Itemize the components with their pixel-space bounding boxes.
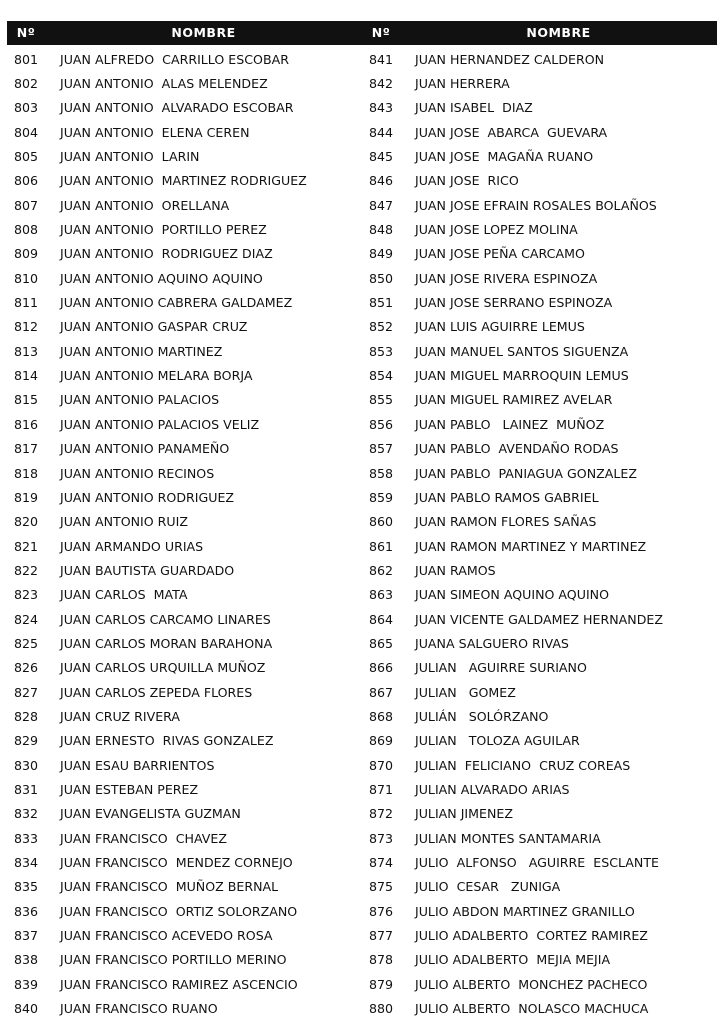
row-number: 825: [13, 635, 39, 651]
row-name: JUAN ISABEL DIAZ: [415, 100, 533, 116]
row-number: 869: [368, 733, 394, 749]
table-row: [362, 71, 717, 95]
row-number: 837: [13, 928, 39, 944]
table-row: [362, 169, 717, 193]
row-number: 870: [368, 757, 394, 773]
table-row: [7, 948, 362, 972]
row-number: 812: [13, 319, 39, 335]
row-name: JUAN FRANCISCO MUÑOZ BERNAL: [60, 879, 279, 895]
table-row: [7, 972, 362, 996]
row-number: 820: [13, 514, 39, 530]
row-number: 826: [13, 660, 39, 676]
table-row: [7, 558, 362, 582]
row-name: JUAN HERRERA: [415, 76, 510, 92]
table-row: [362, 948, 717, 972]
table-row: [362, 266, 717, 290]
table-row: [362, 607, 717, 631]
table-row: [362, 583, 717, 607]
row-name: JUAN RAMOS: [415, 562, 496, 578]
table-row: [7, 363, 362, 387]
table-row: [362, 510, 717, 534]
row-number: 809: [13, 246, 39, 262]
row-name: JULIAN AGUIRRE SURIANO: [415, 660, 587, 676]
row-name: JUAN ANTONIO MELARA BORJA: [60, 368, 253, 384]
table-row: [7, 510, 362, 534]
row-name: JUAN SIMEON AQUINO AQUINO: [415, 587, 609, 603]
table-row: [7, 315, 362, 339]
row-name: JUAN ESTEBAN PEREZ: [60, 781, 199, 797]
table-row: [7, 339, 362, 363]
row-number: 879: [368, 976, 394, 992]
row-name: JUAN VICENTE GALDAMEZ HERNANDEZ: [415, 611, 663, 627]
table-row: [362, 875, 717, 899]
table-row: [362, 217, 717, 241]
row-name: JULIO ALFONSO AGUIRRE ESCLANTE: [415, 855, 659, 871]
row-name: JUAN RAMON MARTINEZ Y MARTINEZ: [415, 538, 647, 554]
table-row: [362, 193, 717, 217]
table-row: [7, 47, 362, 71]
table-body: [7, 47, 717, 1021]
row-number: 865: [368, 635, 394, 651]
left-column: [7, 47, 362, 1021]
row-number: 824: [13, 611, 39, 627]
table-row: [362, 996, 717, 1020]
row-name: JUAN RAMON FLORES SAÑAS: [415, 514, 597, 530]
row-number: 842: [368, 76, 394, 92]
table-row: [362, 339, 717, 363]
row-number: 813: [13, 343, 39, 359]
table-row: [7, 217, 362, 241]
name-list-page: [7, 21, 717, 1021]
table-row: [362, 437, 717, 461]
table-row: [7, 461, 362, 485]
row-number: 859: [368, 489, 394, 505]
row-number: 816: [13, 416, 39, 432]
row-name: JUAN JOSE RICO: [415, 173, 519, 189]
row-number: 848: [368, 222, 394, 238]
row-number: 850: [368, 270, 394, 286]
row-number: 861: [368, 538, 394, 554]
row-name: JUAN MIGUEL MARROQUIN LEMUS: [415, 368, 629, 384]
row-name: JUAN LUIS AGUIRRE LEMUS: [415, 319, 585, 335]
table-row: [362, 923, 717, 947]
table-row: [362, 729, 717, 753]
row-number: 855: [368, 392, 394, 408]
row-name: JUAN ESAU BARRIENTOS: [60, 757, 215, 773]
row-name: JULIO ALBERTO MONCHEZ PACHECO: [415, 976, 648, 992]
row-number: 852: [368, 319, 394, 335]
row-name: JUAN PABLO LAINEZ MUÑOZ: [415, 416, 605, 432]
row-name: JUAN JOSE EFRAIN ROSALES BOLAÑOS: [415, 197, 657, 213]
row-name: JUAN ANTONIO ALVARADO ESCOBAR: [60, 100, 294, 116]
row-name: JUAN ANTONIO RECINOS: [60, 465, 215, 481]
header-number-left: Nº: [16, 25, 36, 40]
table-row: [7, 826, 362, 850]
table-row: [7, 899, 362, 923]
table-header: [7, 21, 717, 45]
row-number: 840: [13, 1001, 39, 1017]
row-name: JUAN MIGUEL RAMIREZ AVELAR: [415, 392, 613, 408]
table-row: [7, 923, 362, 947]
row-number: 844: [368, 124, 394, 140]
table-row: [362, 290, 717, 314]
row-name: JUAN ARMANDO URIAS: [60, 538, 204, 554]
table-row: [7, 266, 362, 290]
row-name: JUAN CARLOS CARCAMO LINARES: [60, 611, 271, 627]
row-number: 823: [13, 587, 39, 603]
table-row: [7, 802, 362, 826]
row-number: 804: [13, 124, 39, 140]
row-name: JUAN ANTONIO LARIN: [60, 149, 200, 165]
row-number: 880: [368, 1001, 394, 1017]
row-name: JUAN ANTONIO MARTINEZ RODRIGUEZ: [60, 173, 307, 189]
row-name: JULIAN ALVARADO ARIAS: [415, 781, 570, 797]
row-number: 821: [13, 538, 39, 554]
row-name: JUAN ANTONIO CABRERA GALDAMEZ: [60, 295, 293, 311]
row-number: 819: [13, 489, 39, 505]
row-number: 843: [368, 100, 394, 116]
table-row: [362, 315, 717, 339]
row-number: 862: [368, 562, 394, 578]
table-row: [7, 607, 362, 631]
header-name-left: NOMBRE: [171, 25, 236, 40]
row-name: JUAN FRANCISCO RAMIREZ ASCENCIO: [60, 976, 298, 992]
row-name: JUAN EVANGELISTA GUZMAN: [60, 806, 241, 822]
table-row: [7, 120, 362, 144]
table-row: [362, 144, 717, 168]
row-number: 806: [13, 173, 39, 189]
row-name: JUAN PABLO AVENDAÑO RODAS: [415, 441, 619, 457]
row-number: 872: [368, 806, 394, 822]
table-row: [7, 534, 362, 558]
row-number: 863: [368, 587, 394, 603]
row-number: 831: [13, 781, 39, 797]
row-name: JUAN FRANCISCO ACEVEDO ROSA: [60, 928, 273, 944]
table-row: [7, 583, 362, 607]
table-row: [7, 704, 362, 728]
row-number: 835: [13, 879, 39, 895]
table-row: [7, 169, 362, 193]
table-row: [362, 388, 717, 412]
row-number: 853: [368, 343, 394, 359]
table-row: [362, 534, 717, 558]
row-name: JUAN JOSE PEÑA CARCAMO: [415, 246, 585, 262]
row-name: JUAN PABLO PANIAGUA GONZALEZ: [415, 465, 637, 481]
table-row: [7, 777, 362, 801]
row-name: JUAN FRANCISCO PORTILLO MERINO: [60, 952, 287, 968]
row-number: 811: [13, 295, 39, 311]
row-number: 822: [13, 562, 39, 578]
row-name: JUAN ANTONIO PORTILLO PEREZ: [60, 222, 267, 238]
table-row: [7, 485, 362, 509]
row-number: 817: [13, 441, 39, 457]
row-number: 877: [368, 928, 394, 944]
row-name: JULIO ADALBERTO MEJIA MEJIA: [415, 952, 611, 968]
table-row: [362, 680, 717, 704]
table-row: [7, 437, 362, 461]
row-name: JUAN JOSE MAGAÑA RUANO: [415, 149, 594, 165]
row-number: 803: [13, 100, 39, 116]
row-number: 849: [368, 246, 394, 262]
row-number: 878: [368, 952, 394, 968]
row-name: JUAN FRANCISCO MENDEZ CORNEJO: [60, 855, 293, 871]
row-name: JUAN JOSE LOPEZ MOLINA: [415, 222, 578, 238]
row-number: 830: [13, 757, 39, 773]
row-number: 857: [368, 441, 394, 457]
row-number: 801: [13, 51, 39, 67]
row-number: 802: [13, 76, 39, 92]
table-row: [362, 972, 717, 996]
row-number: 856: [368, 416, 394, 432]
row-name: JUAN ANTONIO RUIZ: [60, 514, 188, 530]
row-name: JUAN ANTONIO RODRIGUEZ DIAZ: [60, 246, 273, 262]
row-number: 834: [13, 855, 39, 871]
row-name: JULIAN JIMENEZ: [415, 806, 513, 822]
row-number: 875: [368, 879, 394, 895]
row-name: JUAN JOSE SERRANO ESPINOZA: [415, 295, 613, 311]
right-column: [362, 47, 717, 1021]
row-number: 858: [368, 465, 394, 481]
table-row: [362, 899, 717, 923]
row-number: 838: [13, 952, 39, 968]
table-row: [7, 875, 362, 899]
table-row: [362, 412, 717, 436]
table-row: [7, 412, 362, 436]
row-number: 808: [13, 222, 39, 238]
row-number: 841: [368, 51, 394, 67]
row-name: JUAN ANTONIO PALACIOS VELIZ: [60, 416, 260, 432]
row-number: 876: [368, 903, 394, 919]
row-number: 868: [368, 708, 394, 724]
row-name: JUAN CARLOS URQUILLA MUÑOZ: [60, 660, 266, 676]
row-name: JULIÁN SOLÓRZANO: [415, 708, 549, 724]
row-name: JUAN CARLOS MORAN BARAHONA: [60, 635, 273, 651]
row-name: JULIAN TOLOZA AGUILAR: [415, 733, 580, 749]
row-number: 807: [13, 197, 39, 213]
row-number: 854: [368, 368, 394, 384]
table-row: [362, 850, 717, 874]
table-row: [362, 753, 717, 777]
row-name: JUAN ALFREDO CARRILLO ESCOBAR: [60, 51, 289, 67]
table-row: [362, 558, 717, 582]
row-name: JUAN ANTONIO MARTINEZ: [60, 343, 223, 359]
table-row: [362, 631, 717, 655]
row-name: JULIAN MONTES SANTAMARIA: [415, 830, 601, 846]
row-name: JUAN CARLOS MATA: [60, 587, 188, 603]
row-name: JULIO CESAR ZUNIGA: [415, 879, 561, 895]
row-name: JUAN ANTONIO ORELLANA: [60, 197, 230, 213]
row-name: JUAN FRANCISCO ORTIZ SOLORZANO: [60, 903, 298, 919]
table-row: [7, 656, 362, 680]
table-row: [362, 461, 717, 485]
table-row: [7, 242, 362, 266]
row-name: JUAN BAUTISTA GUARDADO: [60, 562, 235, 578]
row-name: JUANA SALGUERO RIVAS: [415, 635, 569, 651]
table-row: [7, 631, 362, 655]
row-name: JUAN CARLOS ZEPEDA FLORES: [60, 684, 253, 700]
row-name: JULIAN GOMEZ: [415, 684, 516, 700]
row-number: 829: [13, 733, 39, 749]
table-row: [7, 388, 362, 412]
row-name: JUAN JOSE ABARCA GUEVARA: [415, 124, 608, 140]
row-number: 827: [13, 684, 39, 700]
row-number: 851: [368, 295, 394, 311]
row-number: 839: [13, 976, 39, 992]
table-row: [362, 485, 717, 509]
row-name: JUAN JOSE RIVERA ESPINOZA: [415, 270, 598, 286]
table-row: [7, 96, 362, 120]
row-number: 818: [13, 465, 39, 481]
row-number: 814: [13, 368, 39, 384]
table-row: [7, 996, 362, 1020]
table-row: [7, 753, 362, 777]
row-number: 832: [13, 806, 39, 822]
row-name: JUAN HERNANDEZ CALDERON: [415, 51, 605, 67]
row-name: JULIAN FELICIANO CRUZ COREAS: [415, 757, 631, 773]
row-number: 847: [368, 197, 394, 213]
table-row: [7, 290, 362, 314]
row-name: JUAN ANTONIO GASPAR CRUZ: [60, 319, 248, 335]
row-number: 871: [368, 781, 394, 797]
row-name: JUAN ANTONIO PALACIOS: [60, 392, 220, 408]
row-name: JUAN ANTONIO AQUINO AQUINO: [60, 270, 263, 286]
row-number: 860: [368, 514, 394, 530]
row-number: 846: [368, 173, 394, 189]
table-row: [362, 656, 717, 680]
row-name: JULIO ABDON MARTINEZ GRANILLO: [415, 903, 635, 919]
row-name: JUAN ANTONIO ELENA CEREN: [60, 124, 250, 140]
row-name: JUAN ANTONIO PANAMEÑO: [60, 441, 230, 457]
row-number: 845: [368, 149, 394, 165]
table-row: [362, 704, 717, 728]
row-number: 828: [13, 708, 39, 724]
table-row: [362, 47, 717, 71]
row-name: JUAN FRANCISCO RUANO: [60, 1001, 218, 1017]
row-number: 867: [368, 684, 394, 700]
row-number: 836: [13, 903, 39, 919]
row-name: JUAN ANTONIO ALAS MELENDEZ: [60, 76, 268, 92]
table-row: [362, 242, 717, 266]
table-row: [7, 850, 362, 874]
row-name: JULIO ALBERTO NOLASCO MACHUCA: [415, 1001, 649, 1017]
table-row: [7, 193, 362, 217]
row-name: JUAN CRUZ RIVERA: [60, 708, 181, 724]
table-row: [7, 71, 362, 95]
row-number: 833: [13, 830, 39, 846]
row-number: 873: [368, 830, 394, 846]
row-name: JUAN ANTONIO RODRIGUEZ: [60, 489, 235, 505]
table-row: [362, 826, 717, 850]
table-row: [7, 729, 362, 753]
header-name-right: NOMBRE: [526, 25, 591, 40]
table-row: [362, 96, 717, 120]
table-row: [362, 777, 717, 801]
row-number: 866: [368, 660, 394, 676]
table-row: [362, 363, 717, 387]
row-name: JUAN MANUEL SANTOS SIGUENZA: [415, 343, 629, 359]
table-row: [7, 144, 362, 168]
row-name: JUAN FRANCISCO CHAVEZ: [60, 830, 227, 846]
table-row: [362, 802, 717, 826]
row-number: 810: [13, 270, 39, 286]
row-number: 805: [13, 149, 39, 165]
row-number: 815: [13, 392, 39, 408]
row-name: JULIO ADALBERTO CORTEZ RAMIREZ: [415, 928, 648, 944]
row-name: JUAN ERNESTO RIVAS GONZALEZ: [60, 733, 274, 749]
row-number: 864: [368, 611, 394, 627]
row-number: 874: [368, 855, 394, 871]
table-row: [362, 120, 717, 144]
header-number-right: Nº: [371, 25, 391, 40]
row-name: JUAN PABLO RAMOS GABRIEL: [415, 489, 599, 505]
table-row: [7, 680, 362, 704]
